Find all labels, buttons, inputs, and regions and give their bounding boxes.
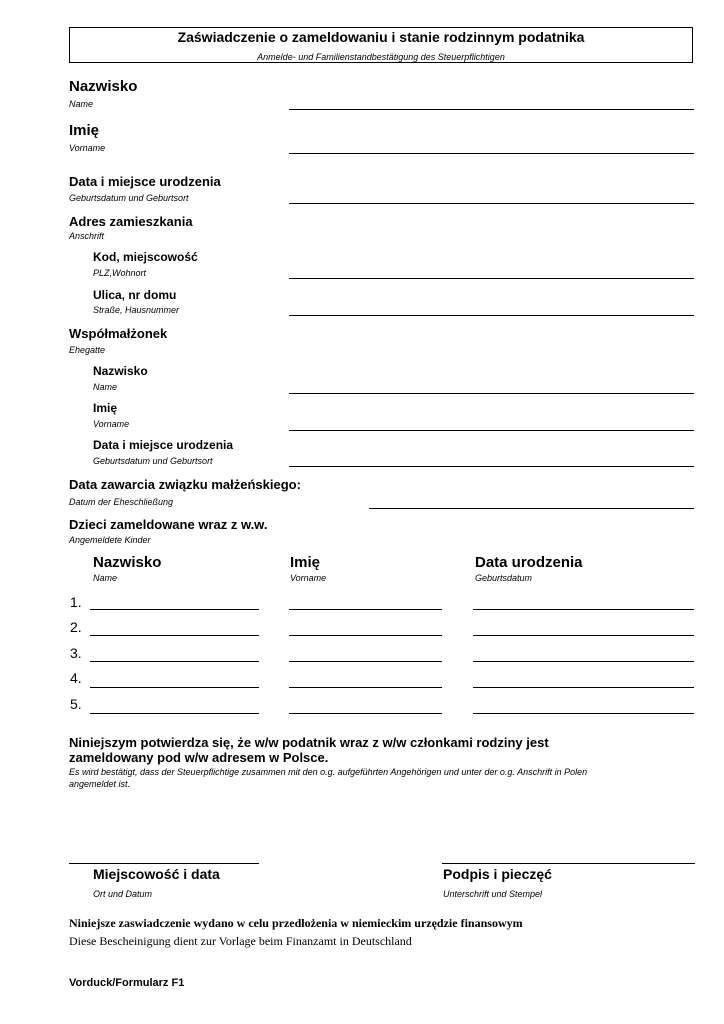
firstname-label: Imię (69, 122, 100, 139)
address-sublabel: Anschrift (69, 231, 105, 241)
postcode-label: Kod, miejscowość (93, 250, 198, 264)
child-firstname-field[interactable] (289, 635, 442, 636)
spouse-surname-field[interactable] (289, 393, 694, 394)
birth-field[interactable] (289, 203, 694, 204)
spouse-firstname-label: Imię (93, 401, 118, 415)
street-field[interactable] (289, 315, 694, 316)
firstname-field[interactable] (289, 153, 694, 154)
child-firstname-field[interactable] (289, 661, 442, 662)
street-sublabel: Straße, Hausnummer (93, 305, 180, 315)
spouse-firstname-sublabel: Vorname (93, 419, 130, 429)
child-birth-field[interactable] (473, 609, 694, 610)
child-firstname-field[interactable] (289, 609, 442, 610)
form-id: Vorduck/Formularz F1 (69, 977, 185, 989)
children-col-surname-sub: Name (93, 573, 118, 583)
children-col-firstname-sub: Vorname (290, 573, 327, 583)
surname-label: Nazwisko (69, 78, 138, 95)
child-row-number: 3. (70, 645, 82, 661)
birth-label: Data i miejsce urodzenia (69, 174, 221, 189)
purpose-note: Niniejsze zaswiadczenie wydano w celu przedłożenia w niemieckim urzędzie finansowym (69, 916, 523, 930)
place-date-field[interactable] (69, 863, 259, 864)
children-col-birth: Data urodzenia (475, 554, 583, 571)
place-date-sublabel: Ort und Datum (93, 889, 153, 899)
signature-sublabel: Unterschrift und Stempel (443, 889, 543, 899)
child-firstname-field[interactable] (289, 713, 442, 714)
marriage-label: Data zawarcia związku małżeńskiego: (69, 477, 301, 492)
postcode-field[interactable] (289, 278, 694, 279)
spouse-birth-sublabel: Geburtsdatum und Geburtsort (93, 456, 213, 466)
declaration-text-de: Es wird bestätigt, dass der Steuerpflichtige zusammen mit den o.g. aufgeführten Angehörigen und unter der o.g. Anschrift in Polen angemeldet ist. (69, 767, 588, 789)
spouse-label: Współmałżonek (69, 326, 168, 341)
spouse-surname-label: Nazwisko (93, 364, 148, 378)
spouse-surname-sublabel: Name (93, 382, 118, 392)
spouse-sublabel: Ehegatte (69, 345, 106, 355)
child-surname-field[interactable] (90, 635, 259, 636)
child-birth-field[interactable] (473, 687, 694, 688)
spouse-birth-label: Data i miejsce urodzenia (93, 438, 234, 452)
declaration-text: Niniejszym potwierdza się, że w/w podatnik wraz z w/w członkami rodziny jest zameldowany pod w/w adresem w Polsce. (69, 735, 549, 765)
child-surname-field[interactable] (90, 661, 259, 662)
child-surname-field[interactable] (90, 609, 259, 610)
child-birth-field[interactable] (473, 713, 694, 714)
street-label: Ulica, nr domu (93, 288, 177, 302)
child-surname-field[interactable] (90, 713, 259, 714)
children-sublabel: Angemeldete Kinder (69, 535, 151, 545)
form-title-box (69, 27, 693, 63)
purpose-note-de: Diese Bescheinigung dient zur Vorlage beim Finanzamt in Deutschland (69, 934, 412, 948)
children-col-birth-sub: Geburtsdatum (475, 573, 533, 583)
child-birth-field[interactable] (473, 661, 694, 662)
spouse-firstname-field[interactable] (289, 430, 694, 431)
spouse-birth-field[interactable] (289, 466, 694, 467)
marriage-field[interactable] (369, 508, 694, 509)
postcode-sublabel: PLZ,Wohnort (93, 268, 147, 278)
child-row-number: 4. (70, 670, 82, 686)
signature-label: Podpis i pieczęć (443, 866, 552, 882)
surname-sublabel: Name (69, 99, 94, 109)
firstname-sublabel: Vorname (69, 143, 106, 153)
form-subtitle: Anmelde- und Familienstandbestätigung des Steuerpflichtigen (257, 52, 505, 62)
child-surname-field[interactable] (90, 687, 259, 688)
marriage-sublabel: Datum der Eheschließung (69, 497, 174, 507)
children-col-surname: Nazwisko (93, 554, 162, 571)
signature-field[interactable] (442, 863, 695, 864)
place-date-label: Miejscowość i data (93, 866, 220, 882)
birth-sublabel: Geburtsdatum und Geburtsort (69, 193, 189, 203)
child-row-number: 2. (70, 619, 82, 635)
child-firstname-field[interactable] (289, 687, 442, 688)
child-birth-field[interactable] (473, 635, 694, 636)
surname-field[interactable] (289, 109, 694, 110)
children-label: Dzieci zameldowane wraz z w.w. (69, 517, 268, 532)
child-row-number: 5. (70, 696, 82, 712)
child-row-number: 1. (70, 594, 82, 610)
children-col-firstname: Imię (290, 554, 321, 571)
address-label: Adres zamieszkania (69, 214, 193, 229)
form-title: Zaświadczenie o zameldowaniu i stanie rodzinnym podatnika (177, 29, 585, 45)
